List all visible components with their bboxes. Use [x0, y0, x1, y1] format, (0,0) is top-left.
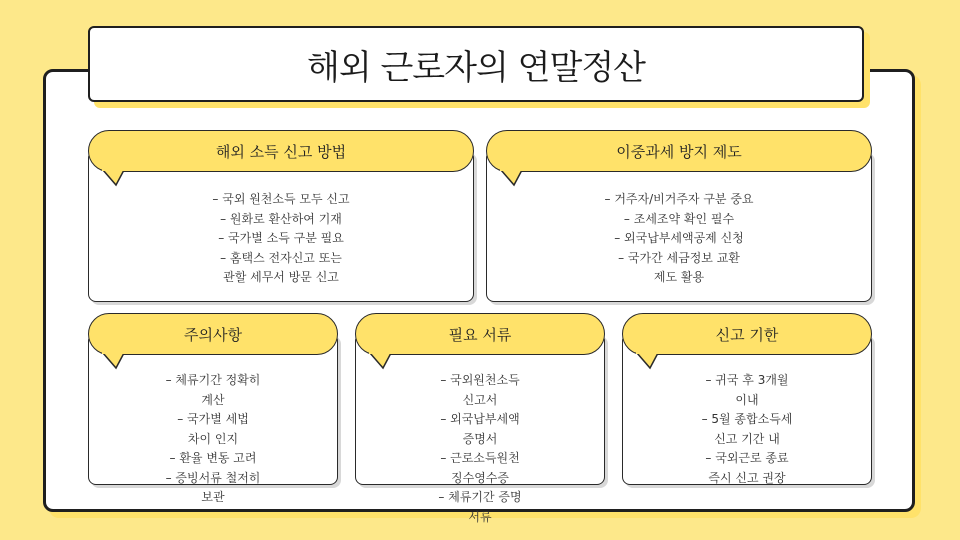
card-line: – 귀국 후 3개월 [705, 373, 789, 387]
card-line: – 국외 원천소득 모두 신고 [212, 192, 350, 206]
card-overseas-income-reporting [88, 130, 474, 302]
card-line: 계산 [201, 392, 225, 407]
card-filing-deadline [622, 313, 872, 485]
card-lines [486, 190, 872, 288]
card-heading: 필요 서류 [355, 313, 605, 355]
card-line: – 근로소득원천 [440, 451, 520, 465]
speech-tail-icon [102, 353, 128, 369]
card-line: – 국가별 세법 [177, 412, 249, 426]
card-line: 이내 [735, 392, 759, 407]
speech-tail-icon [102, 170, 128, 186]
card-heading: 해외 소득 신고 방법 [88, 130, 474, 172]
card-line: – 외국납부세액 [440, 412, 520, 426]
card-line: 차이 인지 [187, 431, 239, 446]
card-double-taxation [486, 130, 872, 302]
card-lines [88, 371, 338, 508]
card-heading: 신고 기한 [622, 313, 872, 355]
card-heading: 주의사항 [88, 313, 338, 355]
speech-tail-icon [369, 353, 395, 369]
card-line: – 홈택스 전자신고 또는 [220, 250, 342, 265]
speech-tail-icon [500, 170, 526, 186]
card-line: – 국가간 세금정보 교환 [618, 250, 740, 265]
card-line: – 조세조약 확인 필수 [623, 211, 735, 226]
card-line: – 국외원천소득 [440, 373, 520, 387]
card-lines [355, 371, 605, 527]
card-line: – 5월 종합소득세 [701, 412, 793, 426]
card-line: 증명서 [462, 431, 498, 446]
card-line: 즉시 신고 권장 [708, 470, 786, 485]
card-line: 신고서 [462, 392, 498, 407]
card-line: – 체류기간 증명 [438, 490, 522, 504]
card-line: – 원화로 환산하여 기재 [220, 211, 342, 226]
card-line: – 체류기간 정확히 [165, 373, 261, 387]
card-line: 관할 세무서 방문 신고 [223, 270, 339, 284]
card-line: – 국외근로 종료 [705, 451, 789, 465]
card-line: – 거주자/비거주자 구분 중요 [604, 192, 754, 206]
card-line: – 외국납부세액공제 신청 [614, 231, 744, 245]
card-line: 신고 기간 내 [714, 431, 780, 446]
card-line: 서류 [468, 509, 492, 524]
title-box [88, 26, 864, 102]
speech-tail-icon [636, 353, 662, 369]
card-precautions [88, 313, 338, 504]
card-heading: 이중과세 방지 제도 [486, 130, 872, 172]
card-line: – 국가별 소득 구분 필요 [218, 231, 344, 245]
card-line: – 환율 변동 고려 [169, 451, 257, 465]
card-line: 보관 [201, 490, 225, 504]
card-lines [622, 371, 872, 488]
card-line: 징수영수증 [451, 470, 509, 485]
page-title: 해외 근로자의 연말정산 [306, 47, 646, 88]
card-required-documents [355, 313, 605, 524]
card-line: – 증빙서류 철저히 [165, 470, 261, 485]
card-line: 제도 활용 [653, 270, 705, 284]
card-lines [88, 190, 474, 288]
